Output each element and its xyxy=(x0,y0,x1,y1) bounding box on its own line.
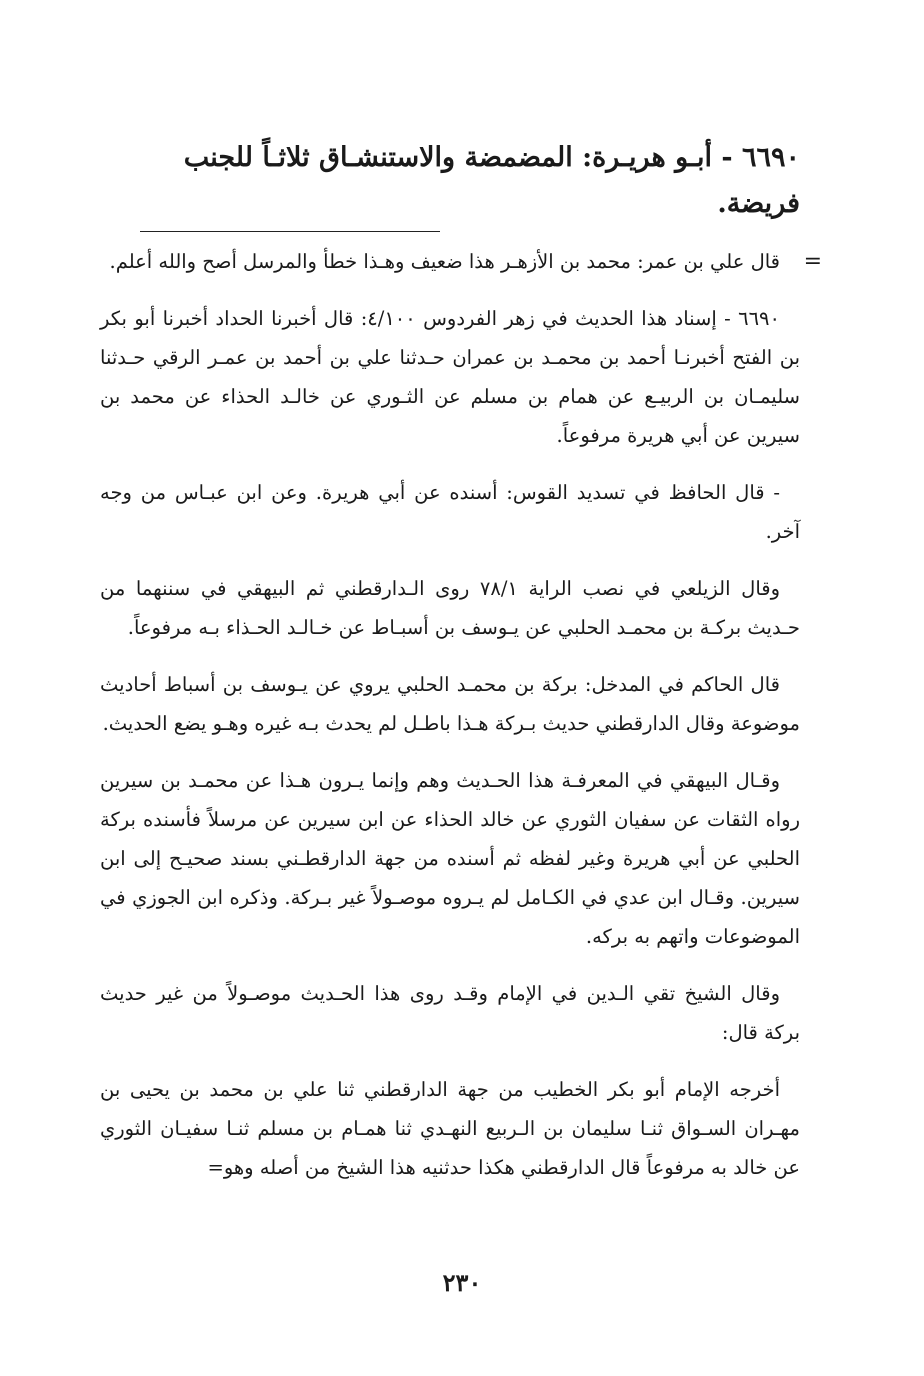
hadith-heading xyxy=(100,135,800,227)
footnote-paragraph-bayhaqi: وقـال البيهقي في المعرفـة هذا الحـديث وهم وإنما يـرون هـذا عن محمـد بن سيرين رواه الثقات عن سفيان الثوري عن خالد الحذاء عن ابن سيرين عن مرسلاً فأسنده بركة الحلبي عن أبي هريرة وغير لفظه ثم أسنده من جهة الدارقطـني بسند صحيـح إلى ابن سيرين. وقـال ابن عدي في الكـامل لم يـروه موصـولاً غير بـركة. وذكره ابن الجوزي في الموضوعات واتهم به بركه. xyxy=(100,769,800,948)
footnote-paragraph-isnad: ٦٦٩٠ - إسناد هذا الحديث في زهر الفردوس ٤/١٠٠: قال أخبرنا الحداد أخبرنا أبو بكر بن الفتح أخبرنـا أحمد بن محمـد بن عمران حـدثنا علي بن أحمد بن عمـر الرقي حـدثنا سليمـان بن الربيـع عن همام بن مسلم عن الثـوري عن خالـد الحذاء عن محمد بن سيرين عن أبي هريرة مرفوعاً. xyxy=(100,307,800,447)
footnote-paragraph-zaylai: وقال الزيلعي في نصب الراية ٧٨/١ روى الـدارقطني ثم البيهقي في سننهما من حـديث بركـة بن محمـد الحلبي عن يـوسف بن أسبـاط عن خـالـد الحـذاء بـه مرفوعاً. xyxy=(100,577,800,639)
commentary-paragraph: قال علي بن عمر: محمد بن الأزهـر هذا ضعيف وهـذا خطأ والمرسل أصح والله أعلم. xyxy=(109,250,780,273)
page-body xyxy=(100,135,822,1205)
footnote-paragraph-khatib: أخرجه الإمام أبو بكر الخطيب من جهة الدارقطني ثنا علي بن محمد بن يحيى بن مهـران السـواق ثنـا سليمان بن الـربيع النهـدي ثنا همـام بن مسلم ثنـا سفيـان الثوري عن خالد به مرفوعاً قال الدارقطني هكذا حدثنيه هذا الشيخ من أصله وهو= xyxy=(100,1078,800,1179)
page-number: ٢٣٠ xyxy=(442,1268,482,1297)
footnote-paragraph-hakim: قال الحاكم في المدخل: بركة بن محمـد الحلبي يروي عن يـوسف بن أسباط أحاديث موضوعة وقال الدارقطني حديث بـركة هـذا باطـل لم يحدث بـه غيره وهـو يضع الحديث. xyxy=(100,673,800,735)
continuation-marker: = xyxy=(803,249,822,274)
heading-rule xyxy=(140,231,440,232)
heading-line-1: ٦٦٩٠ - أبـو هريـرة: المضمضة والاستنشـاق ثلاثـاً للجنب xyxy=(183,142,800,173)
footnote-paragraph-taqi: وقال الشيخ تقي الـدين في الإمام وقـد روى هذا الحـديث موصـولاً من غير حديث بركة قال: xyxy=(100,982,800,1044)
footnote-paragraph-tasdid: - قال الحافظ في تسديد القوس: أسنده عن أبي هريرة. وعن ابن عبـاس من وجه آخر. xyxy=(100,481,800,543)
commentary-continuation xyxy=(100,242,822,281)
heading-line-2: فريضة. xyxy=(717,188,800,219)
